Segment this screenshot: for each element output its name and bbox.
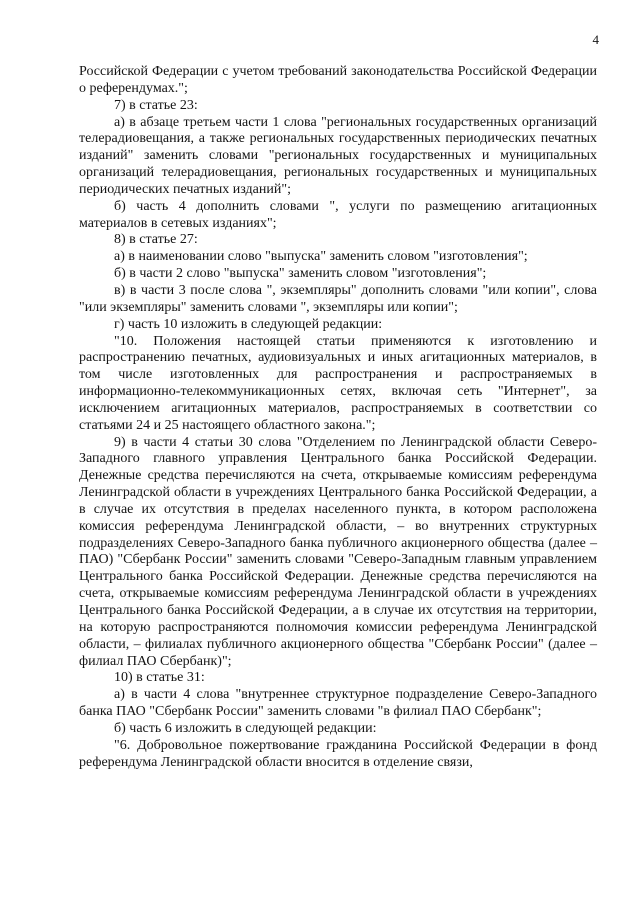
- page-number: 4: [592, 32, 599, 47]
- paragraph: "6. Добровольное пожертвование гражданина Российской Федерации в фонд референдума Ленинградской области вносится в отделение связи,: [79, 737, 597, 770]
- paragraph: а) в части 4 слова "внутреннее структурное подразделение Северо-Западного банка ПАО "Сбербанк России" заменить словами "в филиал ПАО Сбербанк";: [79, 687, 597, 720]
- paragraph: в) в части 3 после слова ", экземпляры" дополнить словами "или копии", слова "или экземпляры" заменить словами ", экземпляры или копии";: [79, 282, 597, 315]
- paragraph: Российской Федерации с учетом требований законодательства Российской Федерации о референдумах.";: [79, 64, 597, 96]
- paragraph: г) часть 10 изложить в следующей редакции:: [114, 316, 383, 332]
- paragraph: б) в части 2 слово "выпуска" заменить словом "изготовления";: [114, 266, 487, 282]
- paragraph: 10) в статье 31:: [114, 670, 205, 686]
- paragraph: а) в наименовании слово "выпуска" заменить словом "изготовления";: [114, 249, 528, 265]
- paragraph: 8) в статье 27:: [114, 232, 198, 248]
- paragraph: б) часть 6 изложить в следующей редакции:: [114, 720, 377, 736]
- paragraph: б) часть 4 дополнить словами ", услуги по размещению агитационных материалов в сетевых изданиях";: [79, 198, 597, 231]
- paragraph: 7) в статье 23:: [114, 97, 198, 113]
- paragraph: "10. Положения настоящей статьи применяются к изготовлению и распространению печатных, аудиовизуальных и иных агитационных материалов, в том числе изготовленных для распространения и распространяемых в информационно-телекоммуникационных сетях, включая сеть "Интернет", за исключением агитационных материалов, распространяемых в соответствии со статьями 24 и 25 настоящего областного закона.";: [79, 333, 597, 433]
- paragraph: 9) в части 4 статьи 30 слова "Отделением по Ленинградской области Северо-Западного главного управления Центрального банка Российской Федерации. Денежные средства перечисляются на счета, открываемые комиссиям референдума Ленинградской области в учреждениях Центрального банка Российской Федерации, а в случае их отсутствия в пределах населенного пункта, в котором расположена комиссия референдума Ленинградской области, – во внутренних структурных подразделениях Северо-Западного банка публичного акционерного общества (далее – ПАО) "Сбербанк России" заменить словами "Северо-Западным главным управлением Центрального банка Российской Федерации. Денежные средства перечисляются на счета, открываемые комиссиям референдума Ленинградской области в учреждениях Центрального банка Российской Федерации, а в случае их отсутствия на территории, на которую распространяются полномочия комиссии референдума Ленинградской области, – филиалах публичного акционерного общества "Сбербанк России" (далее – филиал ПАО Сбербанк)";: [79, 434, 597, 669]
- paragraph: а) в абзаце третьем части 1 слова "региональных государственных организаций телерадиовещания, а также региональных государственных периодических печатных изданий" заменить словами "региональных государственных и муниципальных организаций телерадиовещания, региональных государственных и муниципальных периодических печатных изданий";: [79, 114, 597, 197]
- document-body: [79, 64, 597, 771]
